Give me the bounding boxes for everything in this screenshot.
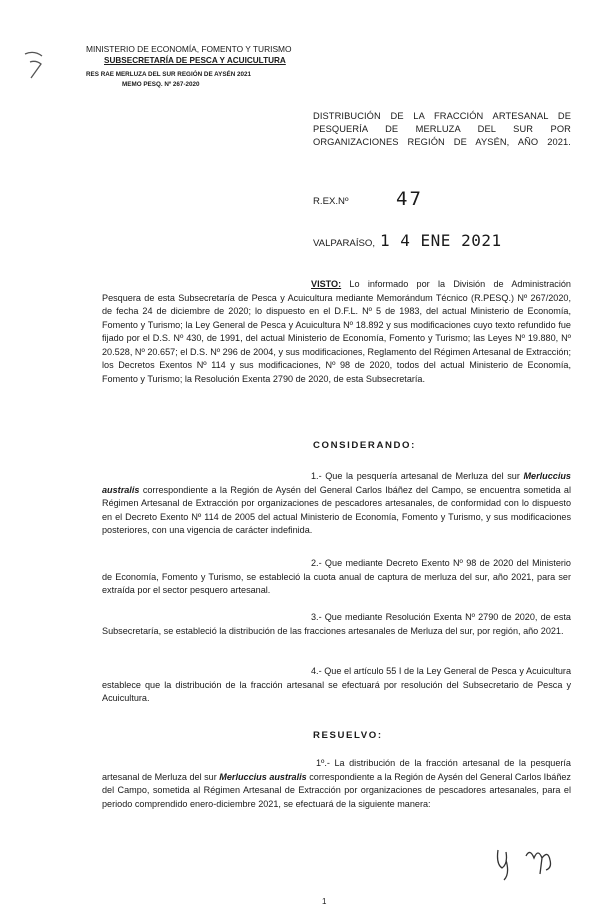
considerando-item-2: 2.- Que mediante Decreto Exento Nº 98 de 2020 del Ministerio de Economía, Fomento y Turismo, se estableció la cuota anual de captura de merluza del sur, año 2021, para ser extraída por el sector pesquero artesanal. (102, 558, 571, 595)
resolution-number: 47 (396, 188, 423, 210)
ministry-name: MINISTERIO DE ECONOMÍA, FOMENTO Y TURISMO (86, 44, 292, 54)
considerando-item-4: 4.- Que el artículo 55 I de la Ley General de Pesca y Acuicultura establece que la distribución de la fracción artesanal se efectuará por resolución del Subsecretario de Pesca y Acuicultura. (102, 666, 571, 703)
signature-initials (492, 840, 562, 884)
resolution-date: 1 4 ENE 2021 (380, 231, 502, 250)
species-name: Merluccius australis (102, 471, 571, 495)
visto-paragraph (102, 278, 571, 386)
considerando-item-3: 3.- Que mediante Resolución Exenta Nº 2790 de 2020, de esta Subsecretaría, se estableció la distribución de las fracciones artesanales de Merluza del sur, por región, año 2021. (102, 612, 571, 636)
res-reference: RES RAE MERLUZA DEL SUR REGIÓN DE AYSÉN 2021 (86, 71, 252, 78)
page-number: 1 (322, 897, 327, 906)
place-label: VALPARAÍSO, (313, 238, 376, 249)
document-title: DISTRIBUCIÓN DE LA FRACCIÓN ARTESANAL DE PESQUERÍA DE MERLUZA DEL SUR POR ORGANIZACIONES REGIÓN DE AYSÉN, AÑO 2021. (313, 111, 571, 148)
visto-text: Lo informado por la División de Administración Pesquera de esta Subsecretaría de Pesca y Acuicultura mediante Memorándum Técnico (R.PESQ.) Nº 267/2020, de fecha 24 de diciembre de 2020; lo dispuesto en el D.F.L. Nº 5 de 1983, del actual Ministerio de Economía, Fomento y Turismo; la Ley General de Pesca y Acuicultura Nº 18.892 y sus modificaciones cuyo texto refundido fue fijado por el D.S. Nº 430, de 1991, del actual Ministerio de Economía, Fomento y Turismo; las Leyes Nº 19.880, Nº 20.528, Nº 20.657; el D.S. Nº 296 de 2004, y sus modificaciones, Reglamento del Régimen Artesanal de Extracción; los Decretos Exentos Nº 114 y sus modificaciones, Nº 98 de 2020, todos del actual Ministerio de Economía, Fomento y Turismo; la Resolución Exenta 2790 de 2020, de esta Subsecretaría. (102, 279, 571, 384)
visto-heading: VISTO: (311, 279, 342, 289)
subsecretaria-name: SUBSECRETARÍA DE PESCA Y ACUICULTURA (104, 56, 286, 65)
considerando-item-1: 1.- Que la pesquería artesanal de Merluza del sur Merluccius australis correspondiente a la Región de Aysén del General Carlos Ibáñez del Campo, se encuentra sometida al Régimen Artesanal de Extracción por organizaciones de pescadores artesanales, de conformidad con lo dispuesto en el Decreto Exento Nº 114 de 2005 del actual Ministerio de Economía, Fomento y Turismo, y sus modificaciones posteriores, con una vigencia de carácter indefinida. (102, 471, 571, 535)
resuelvo-item-1: 1º.- La distribución de la fracción artesanal de la pesquería artesanal de Merluza del sur Merluccius australis correspondiente a la Región de Aysén del General Carlos Ibáñez del Campo, sometida al Régimen Artesanal de Extracción por organizaciones de pescadores artesanales, para el periodo comprendido enero-diciembre 2021, se efectuará de la siguiente manera: (102, 758, 571, 809)
resolution-label: R.EX.Nº (313, 196, 349, 207)
memo-reference: MEMO PESQ. Nº 267-2020 (122, 81, 200, 88)
considerando-heading: CONSIDERANDO: (313, 440, 416, 451)
resuelvo-heading: RESUELVO: (313, 730, 383, 741)
margin-annotation (22, 48, 48, 82)
species-name: Merluccius australis (219, 771, 307, 782)
